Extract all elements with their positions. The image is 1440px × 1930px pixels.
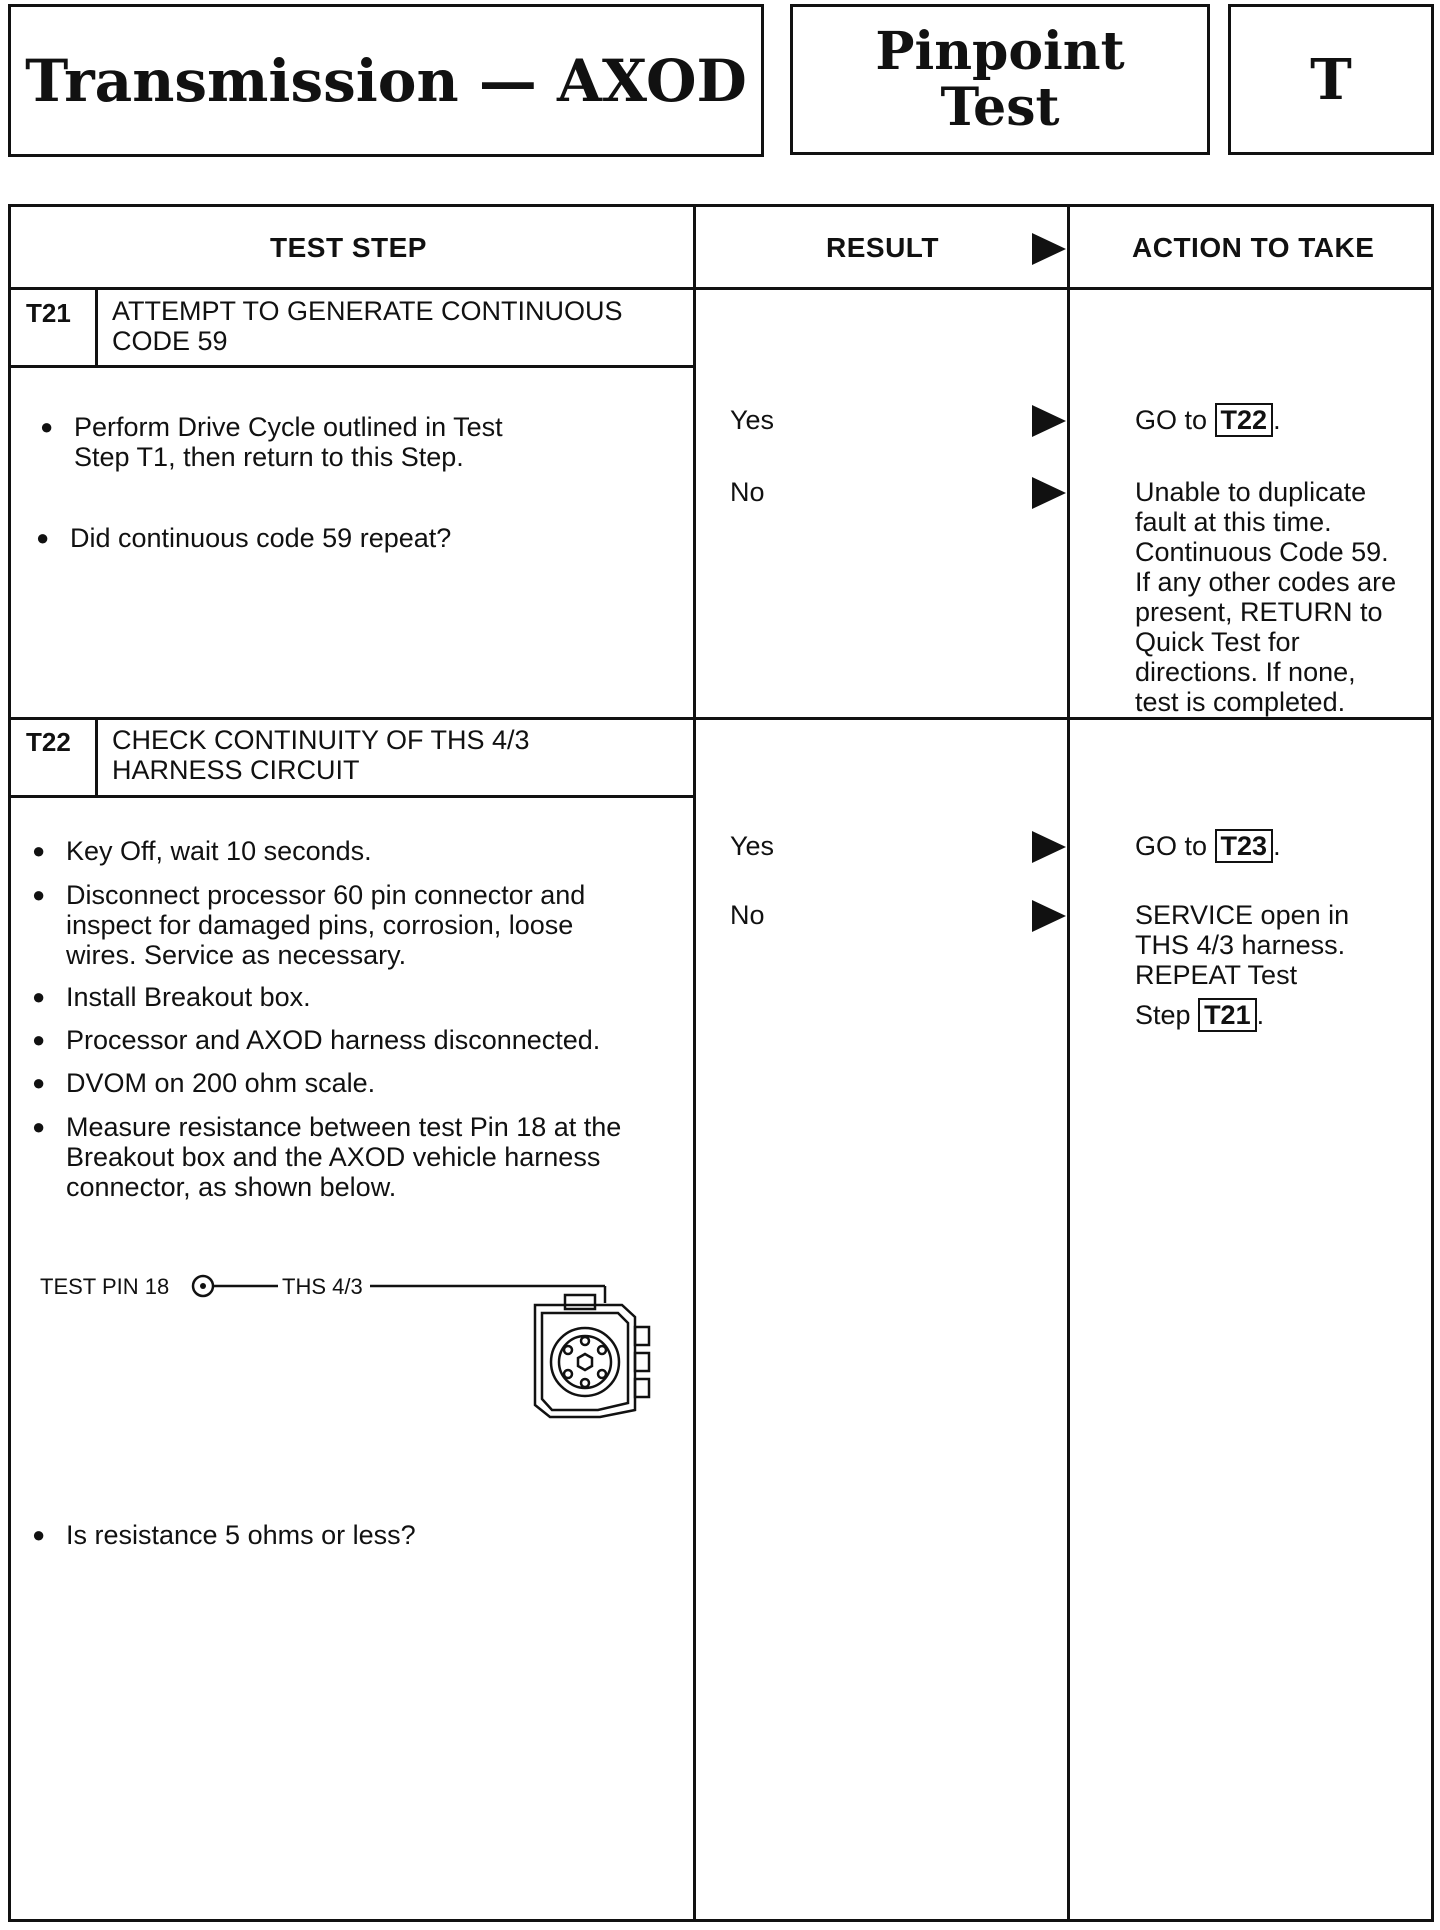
t21-id-divider bbox=[95, 287, 98, 367]
t22-bullet2-line: inspect for damaged pins, corrosion, loose bbox=[66, 910, 574, 940]
t21-result-yes: Yes bbox=[730, 405, 775, 435]
section-letter: T bbox=[1228, 4, 1434, 155]
t21-result-no: No bbox=[730, 477, 765, 507]
t21-yes-action-suffix: . bbox=[1273, 405, 1281, 435]
t22-no-action-ref: T21 bbox=[1198, 998, 1257, 1032]
t22-bullet-key-off bbox=[32, 836, 372, 866]
t22-no-action-suffix: . bbox=[1256, 1000, 1265, 1030]
pinpoint-line2: Test bbox=[940, 76, 1060, 138]
t22-no-arrow-icon bbox=[1032, 900, 1066, 932]
t22-no-action-step-prefix: Step bbox=[1135, 1000, 1191, 1030]
t22-yes-action-ref: T23 bbox=[1215, 829, 1274, 863]
pinpoint-line1: Pinpoint bbox=[875, 20, 1125, 82]
t22-title-bottom bbox=[8, 795, 696, 798]
t22-bullet-measure bbox=[32, 1112, 621, 1202]
result-arrow-icon bbox=[1032, 233, 1066, 265]
t21-step-id: T21 bbox=[26, 298, 71, 328]
t22-title-line2: HARNESS CIRCUIT bbox=[112, 755, 360, 785]
t22-yes-action-prefix: GO to bbox=[1135, 831, 1208, 861]
t21-no-action-line: Quick Test for bbox=[1135, 627, 1300, 657]
diagram-pin-label: TEST PIN 18 bbox=[40, 1274, 170, 1299]
column-header-action: ACTION TO TAKE bbox=[1132, 232, 1375, 263]
t21-title-line2: CODE 59 bbox=[112, 326, 228, 356]
t22-no-action-line: THS 4/3 harness. bbox=[1135, 930, 1346, 960]
t22-yes-action-suffix: . bbox=[1273, 831, 1281, 861]
connector-diagram bbox=[190, 1265, 660, 1425]
t21-title-bottom bbox=[8, 365, 696, 368]
t21-no-action-line: Continuous Code 59. bbox=[1135, 537, 1389, 567]
column-header-result: RESULT bbox=[826, 232, 939, 263]
t21-yes-action-prefix: GO to bbox=[1135, 405, 1208, 435]
t22-bullet6-line: Breakout box and the AXOD vehicle harness bbox=[66, 1142, 601, 1172]
t21-title-line1: ATTEMPT TO GENERATE CONTINUOUS bbox=[112, 296, 623, 326]
t22-bullet6-line: connector, as shown below. bbox=[66, 1172, 397, 1202]
pinpoint-test-label bbox=[790, 4, 1210, 155]
t22-bullet3-text: ● Install Breakout box. bbox=[66, 982, 311, 1012]
t22-bullet-dvom bbox=[32, 1068, 375, 1098]
t22-no-action-line: REPEAT Test bbox=[1135, 960, 1298, 990]
t22-title-line1: CHECK CONTINUITY OF THS 4/3 bbox=[112, 725, 530, 755]
t22-result-yes: Yes bbox=[730, 831, 775, 861]
t21-no-action-line: directions. If none, bbox=[1135, 657, 1356, 687]
t21-no-action-line: test is completed. bbox=[1135, 687, 1346, 717]
t22-result-no: No bbox=[730, 900, 765, 930]
t22-yes-arrow-icon bbox=[1032, 831, 1066, 863]
t22-bullet-disconnected bbox=[32, 1025, 600, 1055]
t21-no-action-line: Unable to duplicate bbox=[1135, 477, 1367, 507]
column-header-test-step: TEST STEP bbox=[270, 232, 427, 263]
t21-bullet-code59 bbox=[36, 523, 451, 553]
t21-yes-action-ref: T22 bbox=[1215, 403, 1274, 437]
column-divider-action bbox=[1067, 204, 1070, 1922]
header-row-divider bbox=[8, 287, 1434, 290]
t21-no-arrow-icon bbox=[1032, 477, 1066, 509]
t22-step-id: T22 bbox=[26, 727, 71, 757]
t21-no-action-line: present, RETURN to bbox=[1135, 597, 1383, 627]
t22-bullet-resistance bbox=[32, 1520, 416, 1550]
t22-id-divider bbox=[95, 717, 98, 797]
t21-no-action bbox=[1135, 477, 1396, 717]
t22-yes-action bbox=[1135, 829, 1281, 863]
t22-bullet5-text: ● DVOM on 200 ohm scale. bbox=[66, 1068, 376, 1098]
t21-yes-arrow-icon bbox=[1032, 405, 1066, 437]
harness-connector-icon bbox=[535, 1295, 649, 1417]
t22-bullet7-text: ● Is resistance 5 ohms or less? bbox=[66, 1520, 416, 1550]
t22-no-action bbox=[1135, 900, 1349, 1032]
t22-bullet1-text: ● Key Off, wait 10 seconds. bbox=[66, 836, 372, 866]
t21-bullet2-text: ● Did continuous code 59 repeat? bbox=[70, 523, 452, 553]
t22-bullet2-line: ● Disconnect processor 60 pin connector and bbox=[66, 880, 586, 910]
t22-no-action-step bbox=[1135, 998, 1349, 1032]
t21-bullet-drive-cycle bbox=[40, 412, 503, 472]
t21-no-action-line: If any other codes are bbox=[1135, 567, 1397, 597]
t22-bullet-breakout bbox=[32, 982, 311, 1012]
t22-no-action-line: SERVICE open in bbox=[1135, 900, 1350, 930]
row-divider bbox=[8, 717, 1434, 720]
document-title: Transmission — AXOD bbox=[8, 4, 764, 157]
t21-yes-action bbox=[1135, 403, 1281, 437]
diagram-wire-label: THS 4/3 bbox=[282, 1274, 363, 1299]
t22-bullet4-text: ● Processor and AXOD harness disconnected. bbox=[66, 1025, 601, 1055]
t22-bullet6-line: ● Measure resistance between test Pin 18 at the bbox=[66, 1112, 622, 1142]
t22-bullet2-line: wires. Service as necessary. bbox=[66, 940, 407, 970]
t22-bullet-disconnect bbox=[32, 880, 585, 970]
t21-bullet1-line2: Step T1, then return to this Step. bbox=[74, 442, 464, 472]
t21-no-action-line: fault at this time. bbox=[1135, 507, 1332, 537]
t21-bullet1-line1: ● Perform Drive Cycle outlined in Test bbox=[74, 412, 503, 442]
column-divider-result bbox=[693, 204, 696, 1922]
